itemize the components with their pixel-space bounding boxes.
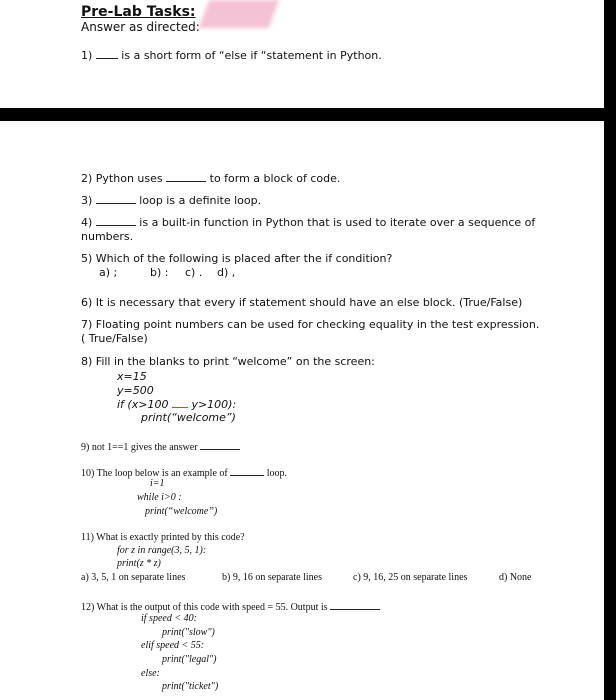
code-line: for z in range(3, 5, 1):	[117, 545, 207, 556]
question-11-option-a: a) 3, 5, 1 on separate lines	[81, 572, 186, 583]
code-line	[117, 397, 236, 411]
question-4-text: is a built-in function in Python that is used to iterate over a sequence of	[139, 216, 536, 229]
question-5-option-c: c) .	[185, 266, 203, 279]
question-3	[81, 193, 261, 207]
question-11-option-d: d) None	[499, 572, 532, 583]
answer-blank	[96, 48, 118, 59]
code-line: print("legal")	[162, 654, 217, 665]
question-11-option-b: b) 9, 16 on separate lines	[222, 572, 322, 583]
question-5-option-a: a) ;	[99, 266, 118, 279]
question-6: 6) It is necessary that every if statement should have an else block. (True/False)	[81, 296, 523, 309]
page-top-panel	[0, 0, 604, 108]
question-4-continued: numbers.	[81, 230, 134, 243]
page-main-panel	[0, 121, 604, 700]
question-2	[81, 171, 340, 185]
question-5-option-d: d) ,	[217, 266, 236, 279]
question-3-text: loop is a definite loop.	[139, 194, 262, 207]
page-subtitle: Answer as directed:	[81, 20, 200, 34]
code-fragment: y>100):	[191, 398, 237, 411]
question-9-text: 9) not 1==1 gives the answer	[81, 442, 198, 453]
answer-blank	[330, 599, 380, 610]
answer-blank	[230, 465, 264, 476]
question-10	[81, 465, 287, 479]
code-fragment: if (x>100	[117, 398, 169, 411]
code-line: if speed < 40:	[141, 613, 197, 624]
question-10-text-end: loop.	[266, 468, 288, 479]
question-1	[81, 48, 382, 62]
page-title: Pre-Lab Tasks:	[81, 4, 196, 20]
question-5: 5) Which of the following is placed after the if condition?	[81, 252, 393, 265]
code-line: print("slow")	[162, 627, 215, 638]
question-11: 11) What is exactly printed by this code?	[81, 532, 245, 543]
question-4-number: 4)	[81, 216, 93, 229]
question-10-text: 10) The loop below is an example of	[81, 468, 228, 479]
code-line: y=500	[117, 384, 154, 397]
question-4	[81, 215, 535, 229]
question-3-number: 3)	[81, 194, 93, 207]
question-12	[81, 599, 380, 613]
code-line: x=15	[117, 370, 147, 383]
answer-blank	[166, 171, 206, 182]
question-2-text: 2) Python uses	[81, 172, 163, 185]
question-11-option-c: c) 9, 16, 25 on separate lines	[353, 572, 468, 583]
question-7: 7) Floating point numbers can be used for checking equality in the test expression.	[81, 318, 540, 331]
question-2-text-end: to form a block of code.	[209, 172, 341, 185]
code-line: else:	[141, 668, 160, 679]
question-7-continued: ( True/False)	[81, 332, 148, 345]
pink-highlight-mark	[199, 0, 279, 28]
answer-blank	[96, 215, 136, 226]
question-1-text: is a short form of “else if “statement in Python.	[121, 49, 382, 62]
code-line: print(z * z)	[117, 558, 161, 569]
question-1-number: 1)	[81, 49, 93, 62]
code-line: while i>0 :	[137, 492, 182, 503]
code-line: elif speed < 55:	[141, 640, 205, 651]
question-8: 8) Fill in the blanks to print “welcome” on the screen:	[81, 355, 375, 368]
answer-blank	[96, 193, 136, 204]
answer-blank	[200, 439, 240, 450]
question-9	[81, 439, 240, 453]
answer-blank	[172, 397, 188, 408]
code-line: print(“welcome”)	[145, 506, 218, 517]
question-5-option-b: b) :	[150, 266, 169, 279]
question-12-text: 12) What is the output of this code with speed = 55. Output is	[81, 602, 328, 613]
code-line: print(“welcome”)	[141, 411, 236, 424]
code-line: i=1	[150, 478, 165, 489]
code-line: print("ticket")	[162, 681, 219, 692]
